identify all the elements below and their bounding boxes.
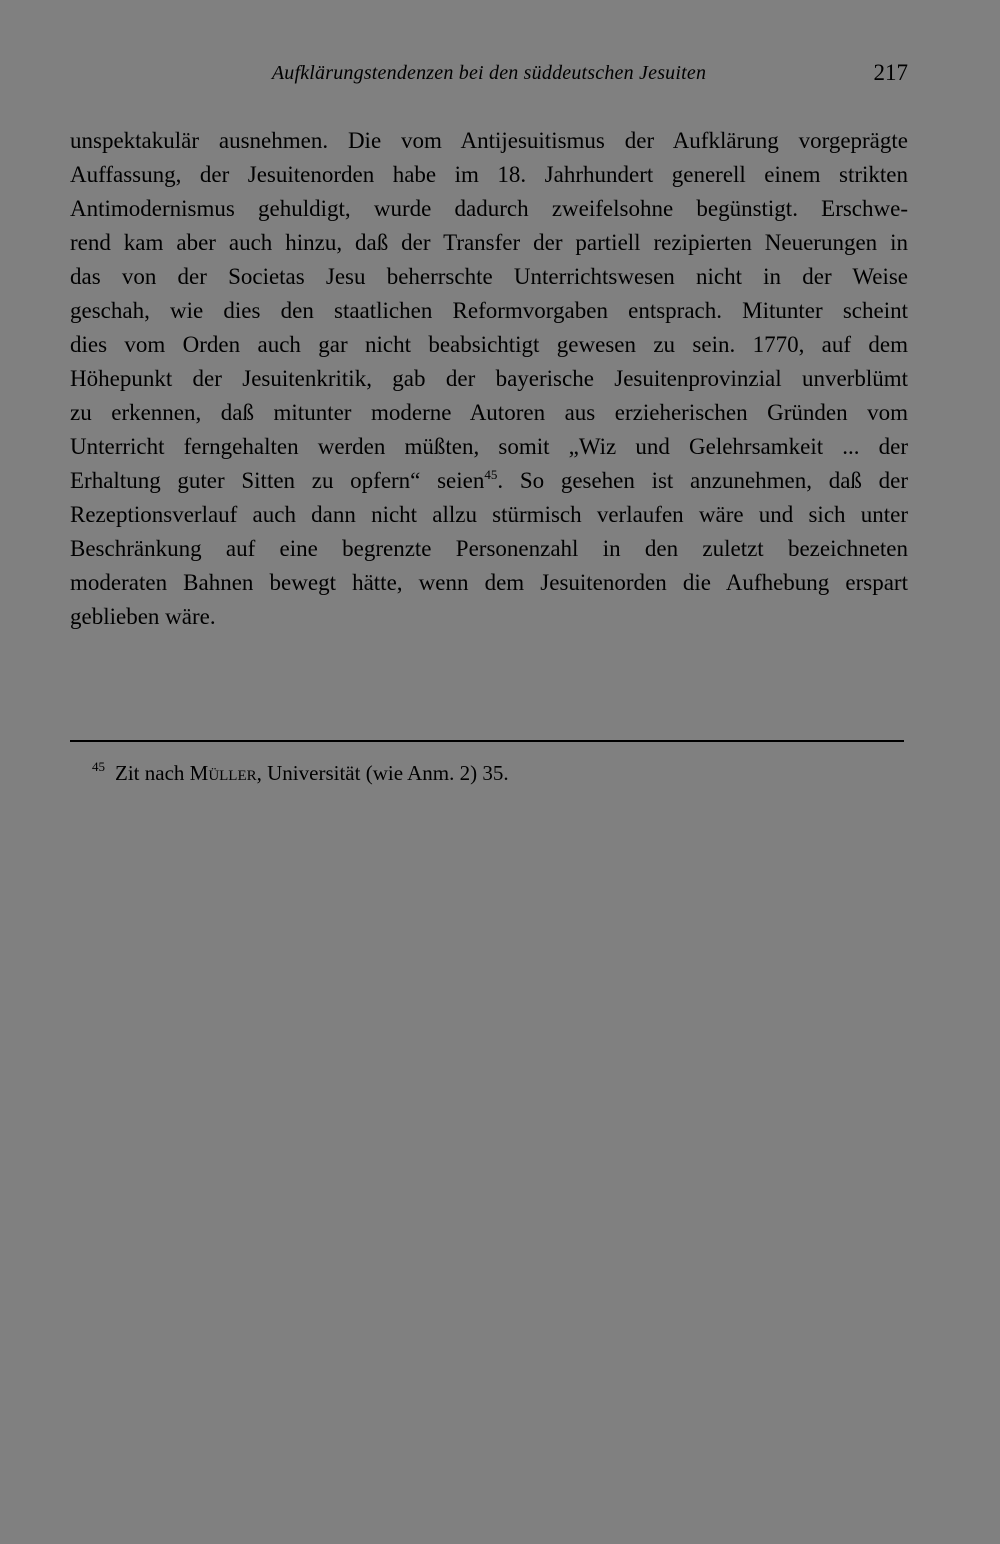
text-line: Auffassung, der Jesuitenorden habe im 18. Jahrhundert generell einem strikten (70, 162, 908, 187)
text-fragment: . So gesehen ist anzunehmen, daß der (497, 468, 908, 493)
text-line: das von der Societas Jesu beherrschte Unterrichtswesen nicht in der Weise (70, 264, 908, 289)
text-line: rend kam aber auch hinzu, daß der Transfer der partiell rezipierten Neuerungen in (70, 230, 908, 255)
text-line: Rezeptionsverlauf auch dann nicht allzu stürmisch verlaufen wäre und sich unter (70, 502, 908, 527)
text-line: Antimodernismus gehuldigt, wurde dadurch zweifelsohne begünstigt. Erschwe- (70, 196, 908, 221)
text-line: geblieben wäre. (70, 604, 216, 629)
footnote-text: Zit nach (115, 761, 185, 785)
footnote-number: 45 (92, 759, 105, 774)
text-line-with-footnote-ref (70, 464, 908, 498)
running-title: Aufklärungstendenzen bei den süddeutschen Jesuiten (271, 62, 707, 84)
text-line: Unterricht ferngehalten werden müßten, somit „Wiz und Gelehrsamkeit ... der (70, 434, 908, 459)
text-fragment: Erhaltung guter Sitten zu opfern“ seien (70, 468, 485, 493)
footnote-reference: 45 (484, 467, 498, 482)
text-line: dies vom Orden auch gar nicht beabsichtigt gewesen zu sein. 1770, auf dem (70, 332, 908, 357)
footnote (92, 758, 509, 788)
text-line: geschah, wie dies den staatlichen Reformvorgaben entsprach. Mitunter scheint (70, 298, 908, 323)
text-line: Höhepunkt der Jesuitenkritik, gab der bayerische Jesuitenprovinzial unverblümt (70, 366, 908, 391)
running-head (70, 60, 908, 90)
text-line: zu erkennen, daß mitunter moderne Autoren aus erzieherischen Gründen vom (70, 400, 908, 425)
footnote-text: , Universität (wie Anm. 2) 35. (256, 761, 509, 785)
page-number: 217 (873, 60, 908, 85)
text-line: Beschränkung auf eine begrenzte Personenzahl in den zuletzt bezeichneten (70, 536, 908, 561)
body-paragraph (70, 124, 908, 634)
footnote-divider (70, 740, 904, 742)
text-line: moderaten Bahnen bewegt hätte, wenn dem Jesuitenorden die Aufhebung erspart (70, 570, 908, 595)
footnote-author: Müller (189, 761, 257, 785)
text-line: unspektakulär ausnehmen. Die vom Antijesuitismus der Aufklärung vorgeprägte (70, 128, 908, 153)
